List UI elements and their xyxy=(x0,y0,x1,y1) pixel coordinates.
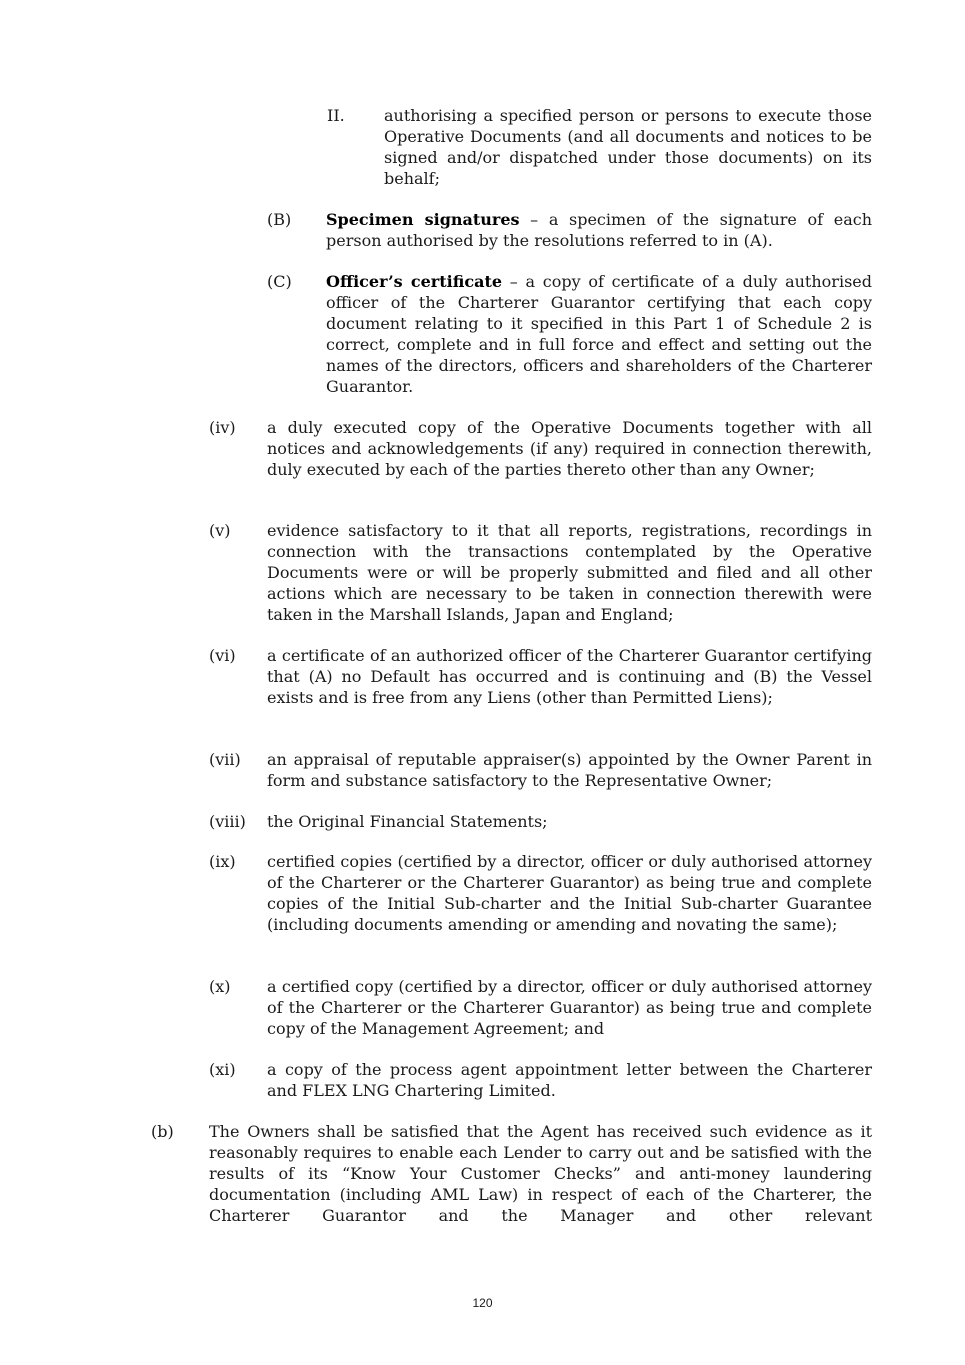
clause-label: (v) xyxy=(209,521,231,540)
clause-text: The Owners shall be satisfied that the Agent has received such evidence as it reasonably requires to enable each Lender to carry out and be satisfied with the results of its “Know Your Customer Checks” and anti-money laundering documentation (including AML Law) in respect of each of the Charterer, the Charterer Guarantor and the Manager and other relevant xyxy=(209,1122,872,1225)
clause-label: (ix) xyxy=(209,852,236,871)
clause-heading: Officer’s certificate xyxy=(326,272,503,291)
clause-text: Specimen signatures – a specimen of the signature of each person authorised by the resolutions referred to in (A). xyxy=(326,210,872,250)
clause-text: Officer’s certificate – a copy of certificate of a duly authorised officer of the Charterer Guarantor certifying that each copy document relating to it specified in this Part 1 of Schedule 2 is correct, complete and in full force and effect and setting out the names of the directors, officers and shareholders of the Charterer Guarantor. xyxy=(326,272,872,396)
clause-heading: Specimen signatures xyxy=(326,210,520,229)
clause-label: (vi) xyxy=(209,646,236,665)
page-number: 120 xyxy=(472,1296,493,1310)
clause-text: authorising a specified person or persons to execute those Operative Documents (and all documents and notices to be signed and/or dispatched under those documents) on its behalf; xyxy=(384,106,872,188)
clause-text: a copy of the process agent appointment letter between the Charterer and FLEX LNG Chartering Limited. xyxy=(267,1060,872,1100)
clause-text: an appraisal of reputable appraiser(s) appointed by the Owner Parent in form and substance satisfactory to the Representative Owner; xyxy=(267,750,872,790)
clause-text: a certificate of an authorized officer of the Charterer Guarantor certifying that (A) no Default has occurred and is continuing and (B) the Vessel exists and is free from any Liens (other than Permitted Liens); xyxy=(267,646,872,707)
clause-label: (B) xyxy=(267,210,292,229)
clause-label: II. xyxy=(327,106,345,125)
clause-text: a duly executed copy of the Operative Documents together with all notices and acknowledgements (if any) required in connection therewith, duly executed by each of the parties thereto other than any Owner; xyxy=(267,418,872,479)
clause-label: (b) xyxy=(151,1122,174,1141)
clause-label: (xi) xyxy=(209,1060,236,1079)
clause-text: a certified copy (certified by a director, officer or duly authorised attorney of the Charterer or the Charterer Guarantor) as being true and complete copy of the Management Agreement; and xyxy=(267,977,872,1038)
clause-label: (C) xyxy=(267,272,292,291)
clause-text: the Original Financial Statements; xyxy=(267,812,548,831)
clause-label: (x) xyxy=(209,977,231,996)
clause-label: (vii) xyxy=(209,750,241,769)
clause-text: certified copies (certified by a director, officer or duly authorised attorney of the Charterer or the Charterer Guarantor) as being true and complete copies of the Initial Sub-charter and the Initial Sub-charter Guarantee (including documents amending or amending and novating the same); xyxy=(267,852,872,934)
clause-text: evidence satisfactory to it that all reports, registrations, recordings in connection with the transactions contemplated by the Operative Documents were or will be properly submitted and filed and all other actions which are necessary to be taken in connection therewith were taken in the Marshall Islands, Japan and England; xyxy=(267,521,872,624)
clause-label: (viii) xyxy=(209,812,246,831)
clause-label: (iv) xyxy=(209,418,236,437)
